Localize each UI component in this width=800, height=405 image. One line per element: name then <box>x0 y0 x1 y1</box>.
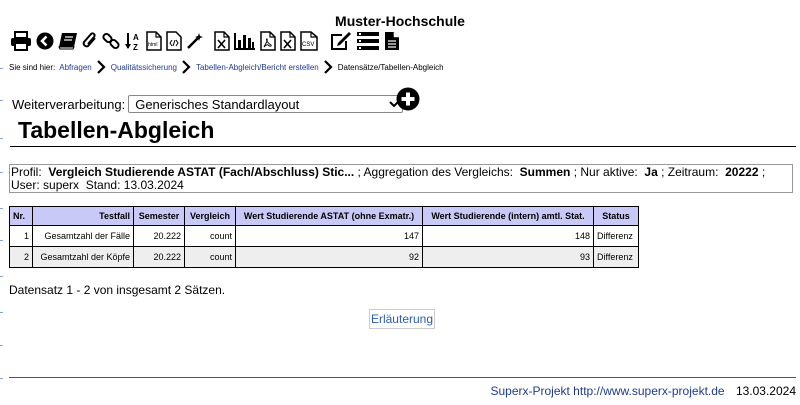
profile-info-box <box>9 164 793 193</box>
cell-nr: 1 <box>10 226 33 247</box>
svg-text:Z: Z <box>133 43 138 51</box>
nur-aktive-label: ; Nur aktive: <box>573 165 638 179</box>
breadcrumb-link-qualitaetssicherung[interactable]: Qualitätssicherung <box>110 62 177 72</box>
title-divider <box>10 146 796 147</box>
footer-divider <box>9 377 796 378</box>
cell-testfall: Gesamtzahl der Köpfe <box>33 247 134 268</box>
chevron-right-icon <box>324 60 333 74</box>
csv-icon[interactable] <box>300 31 318 51</box>
back-icon[interactable] <box>36 31 54 51</box>
user-value: superx <box>43 178 80 192</box>
profil-value: Vergleich Studierende ASTAT (Fach/Abschluss) Stic... <box>48 165 355 179</box>
cell-status: Differenz <box>594 226 639 247</box>
book-icon[interactable] <box>58 31 78 51</box>
breadcrumb-link-abfragen[interactable]: Abfragen <box>59 62 92 72</box>
record-count: Datensatz 1 - 2 von insgesamt 2 Sätzen. <box>9 283 226 297</box>
col-header-vergleich: Vergleich <box>185 207 236 226</box>
zeitraum-label: ; Zeitraum: <box>661 165 719 179</box>
col-header-wert-astat: Wert Studierende ASTAT (ohne Exmatr.) <box>236 207 423 226</box>
weiterverarbeitung-row <box>12 95 403 113</box>
cell-semester: 20.222 <box>134 226 185 247</box>
cell-vergleich: count <box>185 226 236 247</box>
toolbar <box>10 31 404 51</box>
svg-text:A: A <box>133 33 139 42</box>
col-header-semester: Semester <box>134 207 185 226</box>
chevron-right-icon <box>97 60 106 74</box>
breadcrumb <box>9 60 444 74</box>
table-header-row <box>10 207 639 226</box>
chevron-right-icon <box>182 60 191 74</box>
cell-status: Differenz <box>594 247 639 268</box>
stand-label: Stand: <box>85 178 121 192</box>
svg-text:html: html <box>148 42 158 48</box>
col-header-status: Status <box>594 207 639 226</box>
footer-date: 13.03.2024 <box>735 384 796 398</box>
wand-icon[interactable] <box>186 31 204 51</box>
table-row <box>10 226 639 247</box>
breadcrumb-prefix: Sie sind hier: <box>9 62 56 72</box>
left-edge-marks <box>0 0 3 405</box>
col-header-nr: Nr. <box>10 207 33 226</box>
add-circle-icon[interactable] <box>396 87 420 111</box>
profil-label: Profil: <box>11 165 42 179</box>
project-link[interactable]: Superx-Projekt http://www.superx-projekt.de <box>490 384 725 398</box>
cell-nr: 2 <box>10 247 33 268</box>
bar-chart-icon[interactable] <box>234 31 256 51</box>
result-table <box>9 206 639 268</box>
user-label: ; User: <box>11 165 766 192</box>
excel-icon[interactable] <box>214 31 230 51</box>
cell-wert-astat: 147 <box>236 226 423 247</box>
cell-testfall: Gesamtzahl der Fälle <box>33 226 134 247</box>
footer <box>490 384 796 398</box>
aggregation-label: ; Aggregation des Vergleichs: <box>357 165 513 179</box>
cell-vergleich: count <box>185 247 236 268</box>
nur-aktive-value: Ja <box>644 165 658 179</box>
layout-select[interactable] <box>128 95 403 113</box>
institution-name: Muster-Hochschule <box>335 13 465 29</box>
cell-wert-astat: 92 <box>236 247 423 268</box>
link-icon[interactable] <box>102 31 120 51</box>
page-title: Tabellen-Abgleich <box>18 117 215 143</box>
col-header-wert-intern: Wert Studierende (intern) amtl. Stat. <box>423 207 594 226</box>
breadcrumb-current: Datensätze/Tabellen-Abgleich <box>337 62 444 72</box>
erlaeuterung-button[interactable]: Erläuterung <box>369 309 435 329</box>
html-icon[interactable] <box>146 31 162 51</box>
edit-icon[interactable] <box>330 31 352 51</box>
breadcrumb-link-bericht-erstellen[interactable]: Tabellen-Abgleich/Bericht erstellen <box>195 62 319 72</box>
document-icon[interactable] <box>384 31 400 51</box>
zeitraum-value: 20222 <box>725 165 759 179</box>
cell-wert-intern: 148 <box>423 226 594 247</box>
print-icon[interactable] <box>10 31 32 51</box>
sort-az-icon[interactable] <box>124 31 142 51</box>
svg-text:CSV: CSV <box>302 42 315 48</box>
code-icon[interactable] <box>166 31 182 51</box>
stand-value: 13.03.2024 <box>123 178 184 192</box>
pdf-icon[interactable] <box>260 31 276 51</box>
cell-semester: 20.222 <box>134 247 185 268</box>
paperclip-icon[interactable] <box>82 31 98 51</box>
excel-icon[interactable] <box>280 31 296 51</box>
list-icon[interactable] <box>356 31 380 51</box>
aggregation-value: Summen <box>519 165 571 179</box>
col-header-testfall: Testfall <box>33 207 134 226</box>
weiterverarbeitung-label: Weiterverarbeitung: <box>12 96 126 112</box>
table-row <box>10 247 639 268</box>
cell-wert-intern: 93 <box>423 247 594 268</box>
